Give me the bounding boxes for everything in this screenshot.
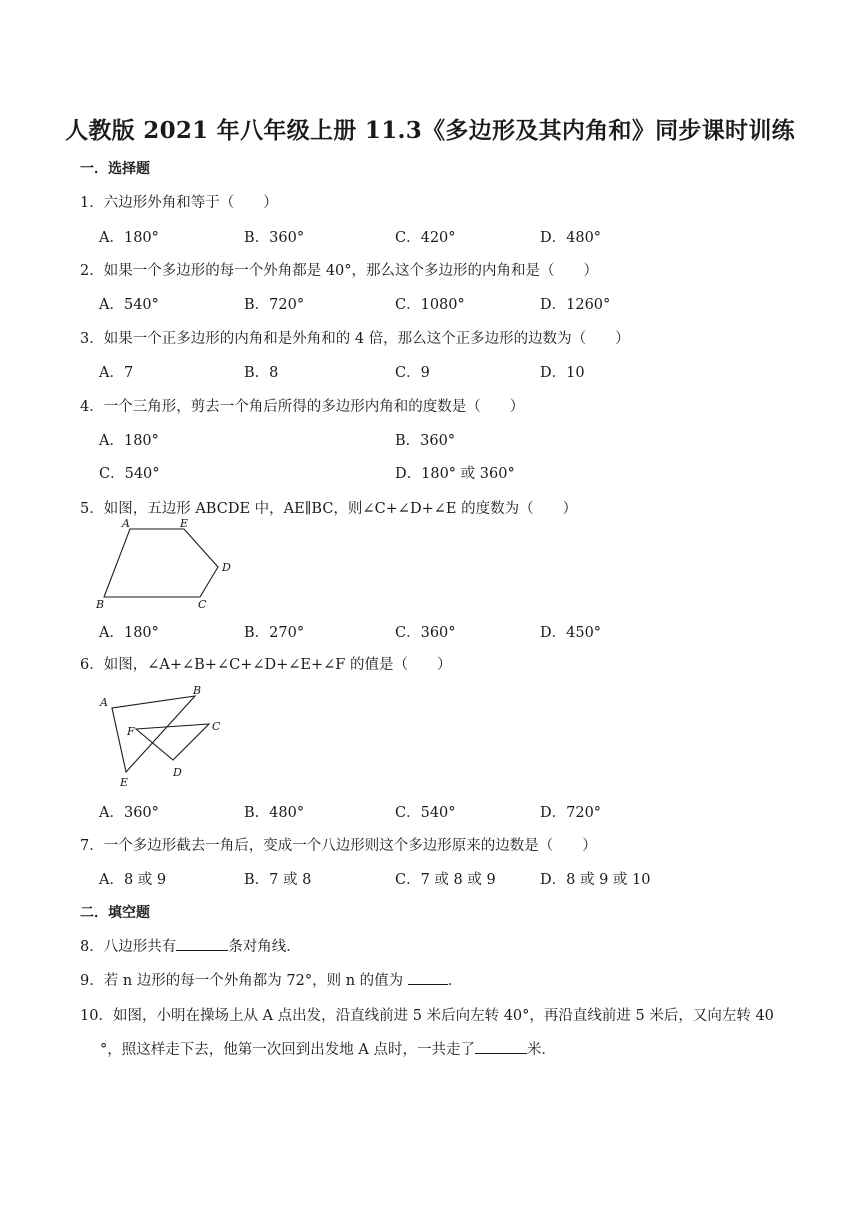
question-3: 3．如果一个正多边形的内角和是外角和的 4 倍，那么这个正多边形的边数为（ ） [80,331,630,347]
star-triangles-figure [92,680,232,792]
q10-text-after: 米． [526,1042,556,1058]
vertex-label-d: D [222,561,231,574]
q10-answer-blank[interactable] [475,1039,527,1054]
vertex-label-e: E [120,776,129,789]
q7-option-b: B．7 或 8 [244,872,312,888]
q5-option-b: B．270° [244,625,305,641]
q3-option-b: B．8 [244,365,279,381]
question-5: 5．如图，五边形 ABCDE 中，AE∥BC，则∠C+∠D+∠E 的度数为（ ） [80,501,578,517]
q8-text-after: 条对角线． [228,939,301,955]
triangle-fcd [136,724,209,760]
pentagon-figure [92,515,242,613]
q9-text-before: 9．若 n 边形的每一个外角都为 72°，则 n 的值为 [80,973,408,989]
question-4: 4．一个三角形，剪去一个角后所得的多边形内角和的度数是（ ） [80,399,525,415]
q6-option-d: D．720° [540,805,602,821]
question-2: 2．如果一个多边形的每一个外角都是 40°，那么这个多边形的内角和是（ ） [80,263,599,279]
question-8 [80,935,301,956]
section-heading-fill-in: 二．填空题 [80,905,150,921]
q7-option-d: D．8 或 9 或 10 [540,872,651,888]
vertex-label-c: C [198,598,207,611]
q7-option-c: C．7 或 8 或 9 [395,872,496,888]
question-6: 6．如图，∠A+∠B+∠C+∠D+∠E+∠F 的值是（ ） [80,657,452,673]
q5-option-a: A．180° [99,625,159,641]
question-10-line-1: 10．如图，小明在操场上从 A 点出发，沿直线前进 5 米后向左转 40°，再沿直线前进 5 米后，又向左转 40 [80,1008,774,1024]
q9-text-after: ． [447,973,463,989]
q1-option-c: C．420° [395,230,456,246]
q6-option-a: A．360° [99,805,159,821]
q2-option-b: B．720° [244,297,305,313]
question-1: 1．六边形外角和等于（ ） [80,195,278,211]
q3-option-d: D．10 [540,365,585,381]
q5-option-d: D．450° [540,625,602,641]
q4-option-d: D．180° 或 360° [395,466,515,482]
q1-option-a: A．180° [99,230,159,246]
pentagon-shape [104,529,218,597]
q8-answer-blank[interactable] [176,936,228,951]
q1-option-d: D．480° [540,230,602,246]
vertex-label-d: D [173,766,182,779]
q1-option-b: B．360° [244,230,305,246]
page-title: 人教版 2021 年八年级上册 11.3《多边形及其内角和》同步课时训练 [65,117,795,144]
question-9 [80,969,462,990]
vertex-label-e: E [180,517,189,530]
q4-option-c: C．540° [99,466,160,482]
q6-option-c: C．540° [395,805,456,821]
section-heading-choice: 一．选择题 [80,161,150,177]
q2-option-a: A．540° [99,297,159,313]
triangle-abe [112,696,195,772]
q10-text-before: °，照这样走下去，他第一次回到出发地 A 点时，一共走了 [100,1042,475,1058]
q4-option-b: B．360° [395,433,456,449]
q7-option-a: A．8 或 9 [99,872,167,888]
q3-option-c: C．9 [395,365,430,381]
q8-text-before: 8．八边形共有 [80,939,177,955]
vertex-label-b: B [96,598,105,611]
q9-answer-blank[interactable] [408,970,448,985]
q4-option-a: A．180° [99,433,159,449]
vertex-label-b: B [193,684,202,697]
vertex-label-f: F [127,725,135,738]
q6-option-b: B．480° [244,805,305,821]
q2-option-c: C．1080° [395,297,465,313]
vertex-label-a: A [100,696,108,709]
q2-option-d: D．1260° [540,297,611,313]
q3-option-a: A．7 [99,365,134,381]
question-10-line-2 [100,1038,556,1059]
vertex-label-a: A [122,517,130,530]
q5-option-c: C．360° [395,625,456,641]
vertex-label-c: C [212,720,221,733]
question-7: 7．一个多边形截去一角后，变成一个八边形则这个多边形原来的边数是（ ） [80,838,597,854]
